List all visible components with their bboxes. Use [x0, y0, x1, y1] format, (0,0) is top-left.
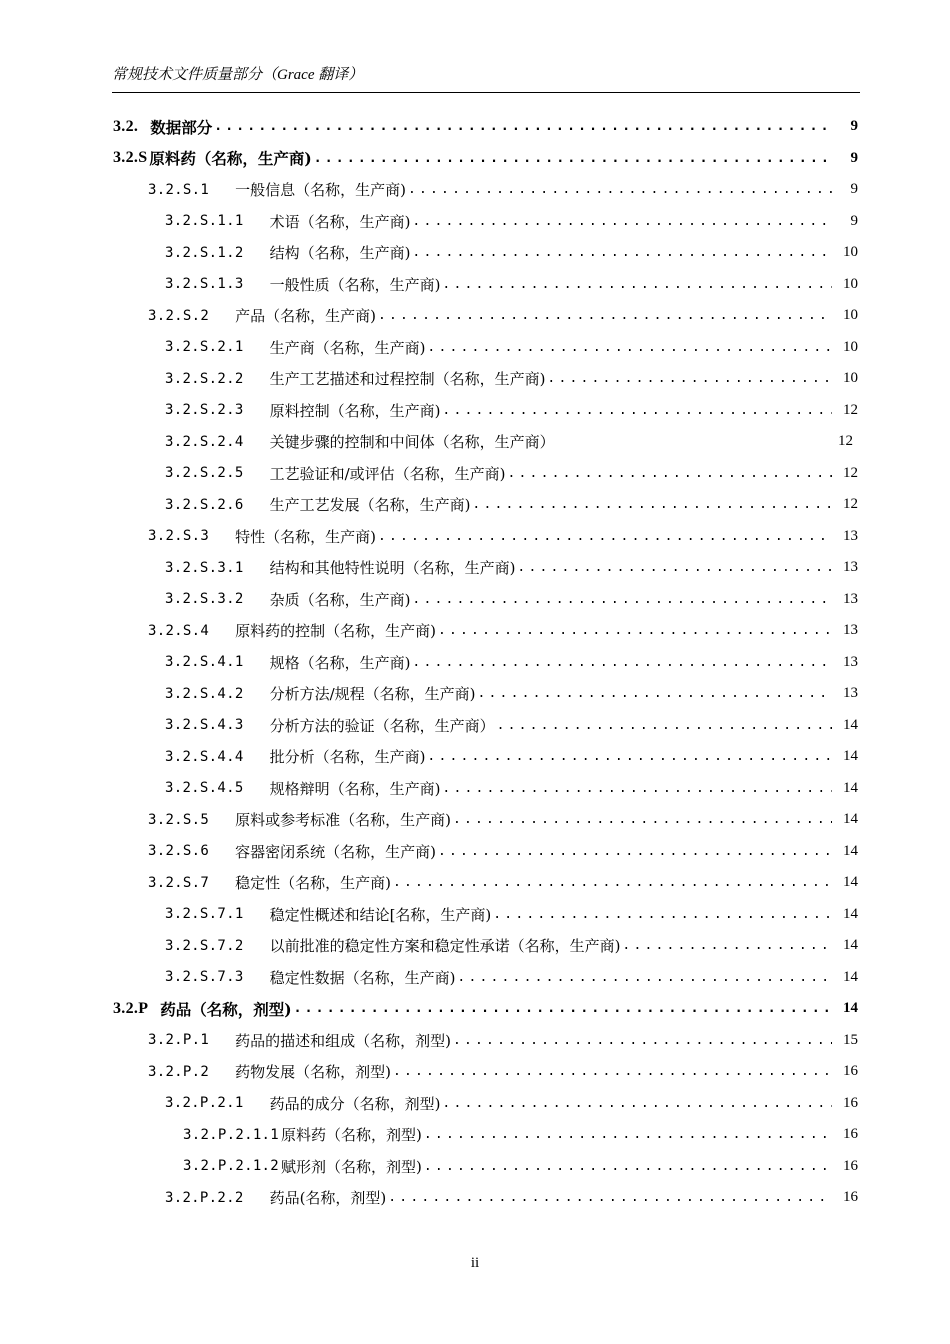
toc-entry-number: 3.2.S.4.2: [165, 685, 244, 702]
toc-entry-number: 3.2.S.2.5: [165, 465, 244, 482]
page-header: [112, 64, 860, 93]
toc-entry-number: 3.2.P.2.2: [165, 1189, 244, 1206]
toc-entry[interactable]: [0, 615, 950, 647]
toc-entry[interactable]: [0, 143, 950, 175]
toc-entry-page: 10: [843, 275, 858, 292]
toc-entry[interactable]: [0, 1119, 950, 1151]
toc-entry[interactable]: [0, 584, 950, 616]
toc-entry[interactable]: [0, 458, 950, 490]
toc-entry-title: 一般性质（名称，生产商): [269, 275, 441, 294]
toc-entry-title: 生产工艺发展（名称，生产商): [269, 496, 471, 515]
toc-entry[interactable]: [0, 1151, 950, 1183]
toc-entry-number: 3.2.S.2.6: [165, 496, 244, 513]
toc-entry[interactable]: [0, 836, 950, 868]
toc-entry-title: 结构（名称，生产商): [269, 244, 411, 263]
toc-entry[interactable]: [0, 647, 950, 679]
toc-entry-page: 10: [843, 370, 858, 387]
toc-entry-title: 容器密闭系统（名称，生产商): [235, 842, 436, 861]
toc-dot-leader: [453, 812, 832, 827]
toc-dot-leader: [427, 749, 832, 764]
toc-entry[interactable]: [0, 678, 950, 710]
toc-entry-title: 生产工艺描述和过程控制（名称，生产商): [269, 370, 546, 389]
toc-entry[interactable]: [0, 741, 950, 773]
toc-dot-leader: [412, 245, 832, 260]
toc-dot-leader: [314, 151, 832, 166]
toc-entry-page: 10: [843, 307, 858, 324]
toc-entry-number: 3.2.S.3.1: [165, 559, 244, 576]
toc-entry-number: 3.2.S.1.3: [165, 276, 244, 293]
toc-entry-number: 3.2.P.2.1.2: [183, 1158, 280, 1175]
toc-entry-number: 3.2.S.4.5: [165, 780, 244, 797]
toc-dot-leader: [294, 1001, 832, 1016]
toc-entry-number: 3.2.S.5: [148, 811, 210, 828]
toc-entry[interactable]: [0, 1056, 950, 1088]
toc-dot-leader: [388, 1190, 832, 1205]
toc-entry[interactable]: [0, 710, 950, 742]
toc-entry-title: 稳定性（名称，生产商): [235, 874, 391, 893]
toc-entry-page: 12: [843, 401, 858, 418]
toc-entry-number: 3.2.S.1.1: [165, 213, 244, 230]
toc-dot-leader: [457, 970, 832, 985]
toc-entry-title: 规格辩明（名称，生产商): [269, 779, 441, 798]
toc-entry[interactable]: [0, 1182, 950, 1214]
toc-dot-leader: [517, 560, 832, 575]
toc-entry-page: 16: [843, 1157, 858, 1174]
toc-entry-number: 3.2.P.2.1: [165, 1095, 244, 1112]
toc-entry-number: 3.2.P.1: [148, 1032, 210, 1049]
toc-entry[interactable]: [0, 206, 950, 238]
toc-entry-page: 16: [843, 1063, 858, 1080]
toc-entry-title: 药品的描述和组成（名称，剂型): [235, 1031, 451, 1050]
toc-entry-page: 14: [843, 1000, 858, 1017]
toc-entry[interactable]: [0, 804, 950, 836]
toc-entry-title: 赋形剂（名称，剂型): [281, 1157, 422, 1176]
toc-entry-title: 分析方法的验证（名称，生产商）: [269, 716, 495, 735]
toc-entry-number: 3.2.S.2: [148, 307, 210, 324]
toc-dot-leader: [442, 1096, 832, 1111]
toc-entry[interactable]: [0, 174, 950, 206]
toc-entry-page: 9: [850, 181, 858, 198]
toc-entry[interactable]: [0, 1088, 950, 1120]
toc-entry-page: 14: [843, 748, 858, 765]
toc-entry-title: 药物发展（名称，剂型): [235, 1063, 391, 1082]
toc-entry-title: 产品（名称，生产商): [235, 307, 376, 326]
toc-entry-number: 3.2.S.2.2: [165, 370, 244, 387]
toc-entry-number: 3.2.S.7: [148, 874, 210, 891]
toc-entry-page: 14: [843, 968, 858, 985]
toc-dot-leader: [453, 1033, 832, 1048]
table-of-contents: [0, 111, 950, 1214]
toc-dot-leader: [424, 1159, 832, 1174]
toc-entry[interactable]: [0, 395, 950, 427]
toc-dot-leader: [493, 907, 832, 922]
toc-entry-title: 工艺验证和/或评估（名称，生产商): [269, 464, 506, 483]
toc-entry-page: 14: [843, 905, 858, 922]
toc-dot-leader: [442, 277, 832, 292]
toc-entry-page: 13: [843, 653, 858, 670]
header-title: 常规技术文件质量部分（Grace 翻译）: [112, 67, 364, 83]
toc-entry-number: 3.2.S.7.3: [165, 969, 244, 986]
toc-entry-title: 分析方法/规程（名称，生产商): [269, 685, 476, 704]
toc-dot-leader: [442, 781, 832, 796]
toc-entry-number: 3.2.S.4: [148, 622, 210, 639]
toc-entry-title: 生产商（名称，生产商): [269, 338, 426, 357]
toc-dot-leader: [412, 592, 832, 607]
toc-dot-leader: [378, 529, 832, 544]
toc-entry[interactable]: [0, 962, 950, 994]
toc-dot-leader: [412, 655, 832, 670]
toc-entry[interactable]: [0, 237, 950, 269]
toc-dot-leader: [472, 497, 832, 512]
toc-entry-number: 3.2.: [113, 117, 139, 135]
toc-entry-number: 3.2.S.2.3: [165, 402, 244, 419]
toc-entry[interactable]: [0, 1025, 950, 1057]
toc-entry-page: 10: [843, 338, 858, 355]
toc-entry-title: 药品的成分（名称，剂型): [269, 1094, 441, 1113]
toc-dot-leader: [438, 623, 832, 638]
toc-entry[interactable]: [0, 867, 950, 899]
toc-entry-title: 一般信息（名称，生产商): [235, 181, 406, 200]
toc-entry-page: 9: [850, 149, 858, 166]
toc-entry-number: 3.2.P: [113, 999, 149, 1017]
toc-entry-page: 14: [843, 779, 858, 796]
toc-entry[interactable]: [0, 899, 950, 931]
toc-entry-title: 数据部分: [150, 117, 213, 137]
toc-entry[interactable]: [0, 111, 950, 143]
toc-entry-page: 9: [850, 212, 858, 229]
toc-entry-number: 3.2.S.1.2: [165, 244, 244, 261]
toc-dot-leader: [477, 686, 832, 701]
toc-entry-page: 16: [843, 1094, 858, 1111]
toc-entry-number: 3.2.P.2: [148, 1063, 210, 1080]
toc-dot-leader: [378, 308, 832, 323]
toc-entry[interactable]: [0, 269, 950, 301]
toc-dot-leader: [442, 403, 832, 418]
toc-entry-title: 规格（名称，生产商): [269, 653, 411, 672]
toc-entry[interactable]: [0, 332, 950, 364]
toc-entry-title: 原料药的控制（名称，生产商): [235, 622, 436, 641]
toc-entry-title: 药品（名称，剂型): [160, 999, 292, 1019]
toc-dot-leader: [408, 182, 832, 197]
toc-entry[interactable]: [0, 489, 950, 521]
toc-dot-leader: [393, 875, 832, 890]
toc-entry-page: 13: [843, 685, 858, 702]
toc-dot-leader: [393, 1064, 832, 1079]
toc-entry-title: 杂质（名称，生产商): [269, 590, 411, 609]
toc-entry-number: 3.2.S.2.1: [165, 339, 244, 356]
toc-entry-number: 3.2.S.4.3: [165, 717, 244, 734]
toc-entry-page: 13: [843, 559, 858, 576]
toc-entry-page: 12: [843, 464, 858, 481]
toc-entry[interactable]: [0, 300, 950, 332]
toc-entry-page: 16: [843, 1189, 858, 1206]
toc-entry[interactable]: [0, 993, 950, 1025]
toc-entry-title: 术语（名称，生产商): [269, 212, 411, 231]
toc-entry-number: 3.2.S.6: [148, 843, 210, 860]
toc-entry-number: 3.2.S.7.1: [165, 906, 244, 923]
toc-entry-page: 12: [843, 496, 858, 513]
toc-entry-title: 原料控制（名称，生产商): [269, 401, 441, 420]
toc-entry-page: 14: [843, 842, 858, 859]
toc-entry-number: 3.2.S.2.4: [165, 433, 244, 450]
toc-entry-page: 14: [843, 716, 858, 733]
toc-entry[interactable]: [0, 773, 950, 805]
toc-entry[interactable]: [0, 521, 950, 553]
toc-entry-page: 14: [843, 874, 858, 891]
toc-entry-title: 关键步骤的控制和中间体（名称，生产商）: [269, 433, 555, 452]
toc-dot-leader: [214, 119, 832, 134]
toc-entry-page: 13: [843, 527, 858, 544]
toc-entry-title: 原料药（名称，生产商): [149, 149, 312, 169]
toc-entry-page: 14: [843, 937, 858, 954]
toc-entry-number: 3.2.S.1: [148, 181, 210, 198]
toc-entry-number: 3.2.S.3.2: [165, 591, 244, 608]
toc-entry-title: 批分析（名称，生产商): [269, 748, 426, 767]
toc-dot-leader: [622, 938, 832, 953]
toc-entry-title: 原料药（名称，剂型): [281, 1126, 422, 1145]
toc-entry-number: 3.2.S.4.1: [165, 654, 244, 671]
toc-entry[interactable]: [0, 426, 950, 458]
toc-entry-title: 稳定性数据（名称，生产商): [269, 968, 456, 987]
toc-entry-number: 3.2.S.4.4: [165, 748, 244, 765]
toc-dot-leader: [438, 844, 832, 859]
toc-entry-page: 14: [843, 811, 858, 828]
toc-entry[interactable]: [0, 363, 950, 395]
toc-entry-page: 16: [843, 1126, 858, 1143]
toc-entry-title: 特性（名称，生产商): [235, 527, 376, 546]
toc-dot-leader: [412, 214, 832, 229]
toc-entry-title: 以前批准的稳定性方案和稳定性承诺（名称，生产商): [269, 937, 621, 956]
toc-entry-number: 3.2.S.3: [148, 528, 210, 545]
toc-entry-page: 15: [843, 1031, 858, 1048]
toc-entry-number: 3.2.S: [113, 149, 148, 167]
toc-entry-page: 10: [843, 244, 858, 261]
toc-entry-page: 13: [843, 622, 858, 639]
toc-dot-leader: [497, 718, 832, 733]
toc-entry-page: 13: [843, 590, 858, 607]
toc-entry-number: 3.2.S.7.2: [165, 937, 244, 954]
toc-entry-page: 9: [850, 118, 858, 135]
toc-entry-title: 药品(名称，剂型): [269, 1189, 387, 1208]
toc-dot-leader: [424, 1127, 832, 1142]
toc-entry[interactable]: [0, 552, 950, 584]
toc-dot-leader: [507, 466, 832, 481]
toc-entry[interactable]: [0, 930, 950, 962]
toc-dot-leader: [547, 371, 832, 386]
toc-entry-title: 稳定性概述和结论[名称，生产商): [269, 905, 492, 924]
page-number: ii: [470, 1255, 480, 1271]
toc-entry-number: 3.2.P.2.1.1: [183, 1126, 280, 1143]
toc-entry-title: 原料或参考标准（名称，生产商): [235, 811, 451, 830]
toc-entry-title: 结构和其他特性说明（名称，生产商): [269, 559, 516, 578]
toc-entry-page: 12: [838, 433, 853, 450]
toc-dot-leader: [427, 340, 832, 355]
